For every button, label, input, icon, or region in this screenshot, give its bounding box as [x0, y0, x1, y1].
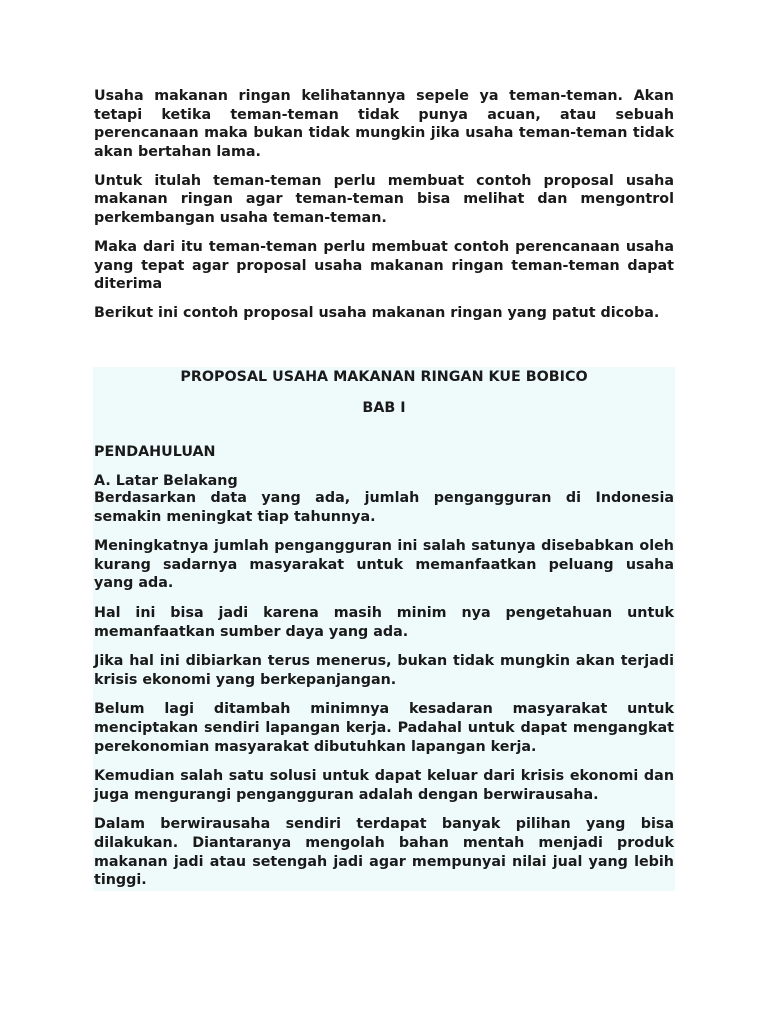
- chapter-heading: BAB I: [362, 400, 406, 416]
- intro-paragraph-3: Maka dari itu teman-teman perlu membuat contoh perencanaan usaha yang tepat agar proposal usaha makanan ringan teman-teman dapat diterima: [94, 239, 674, 293]
- proposal-paragraph-7: Dalam berwirausaha sendiri terdapat banyak pilihan yang bisa dilakukan. Diantaranya mengolah bahan mentah menjadi produk makanan jadi atau setengah jadi agar mempunyai nilai jual yang lebih tinggi.: [94, 816, 674, 889]
- proposal-paragraph-4: Jika hal ini dibiarkan terus menerus, bukan tidak mungkin akan terjadi krisis ekonomi yang berkepanjangan.: [94, 653, 674, 688]
- intro-paragraph-2: Untuk itulah teman-teman perlu membuat contoh proposal usaha makanan ringan agar teman-teman bisa melihat dan mengontrol perkembangan usaha teman-teman.: [94, 172, 674, 227]
- proposal-paragraph-6: Kemudian salah satu solusi untuk dapat keluar dari krisis ekonomi dan juga mengurangi pengangguran adalah dengan berwirausaha.: [94, 768, 674, 803]
- proposal-paragraph-2: Meningkatnya jumlah pengangguran ini salah satunya disebabkan oleh kurang sadarnya masyarakat untuk memanfaatkan peluang usaha yang ada.: [94, 538, 674, 592]
- intro-paragraph-4: Berikut ini contoh proposal usaha makanan ringan yang patut dicoba.: [94, 305, 660, 322]
- proposal-paragraph-5: Belum lagi ditambah minimnya kesadaran masyarakat untuk menciptakan sendiri lapangan kerja. Padahal untuk dapat mengangkat perekonomian masyarakat dibutuhkan lapangan kerja.: [94, 701, 674, 755]
- proposal-body: [94, 489, 674, 901]
- intro-paragraph-1: Usaha makanan ringan kelihatannya sepele ya teman-teman. Akan tetapi ketika teman-teman tidak punya acuan, atau sebuah perencanaan maka bukan tidak mungkin jika usaha teman-teman tidak akan bertahan lama.: [94, 88, 674, 160]
- section-heading: A. Latar Belakang: [94, 473, 238, 490]
- proposal-paragraph-1: Berdasarkan data yang ada, jumlah pengangguran di Indonesia semakin meningkat tiap tahunnya.: [94, 490, 674, 525]
- chapter-name: PENDAHULUAN: [94, 444, 216, 461]
- proposal-paragraph-3: Hal ini bisa jadi karena masih minim nya pengetahuan untuk memanfaatkan sumber daya yang ada.: [94, 604, 674, 640]
- proposal-section: [93, 367, 675, 891]
- intro-section: [94, 87, 674, 334]
- proposal-title: PROPOSAL USAHA MAKANAN RINGAN KUE BOBICO: [180, 369, 588, 385]
